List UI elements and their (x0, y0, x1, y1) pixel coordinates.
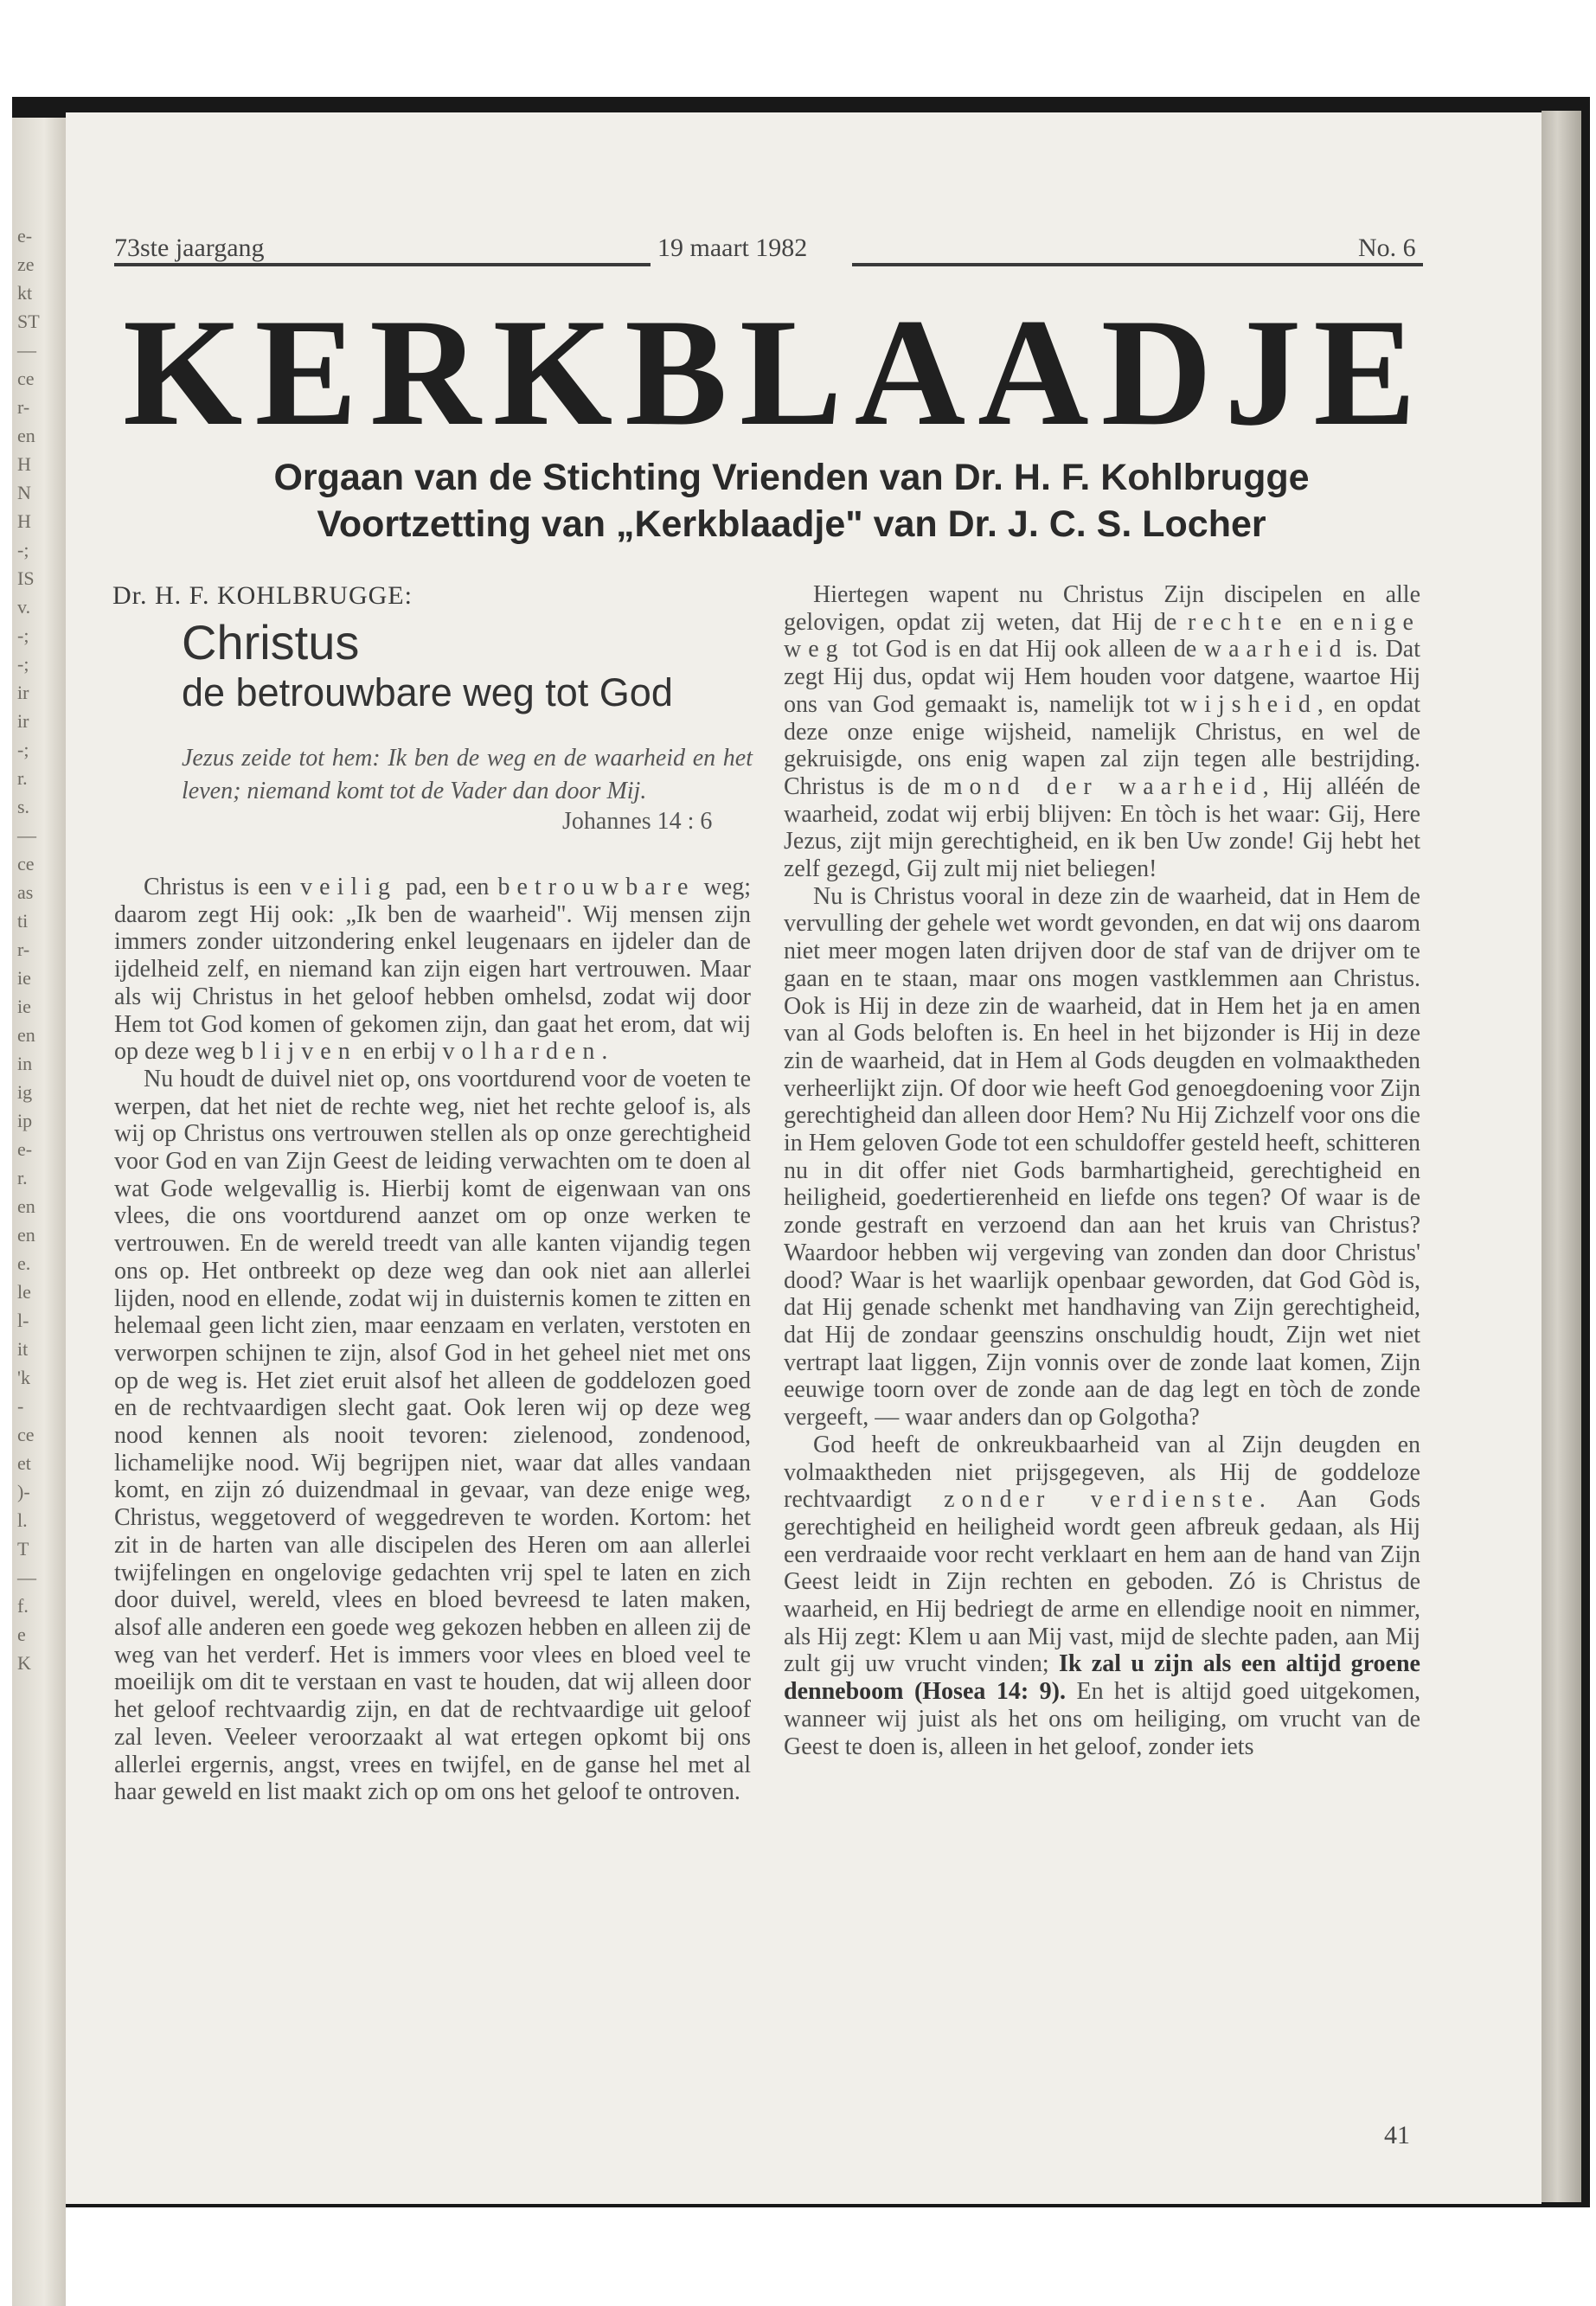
edge-fragment: l. (17, 1509, 28, 1531)
edge-fragment: v. (17, 596, 31, 618)
edge-fragment: en (17, 1024, 35, 1046)
edge-fragment: e (17, 1624, 26, 1645)
edge-fragment: r- (17, 938, 30, 960)
edge-fragment: ze (17, 253, 35, 275)
subtitle-organ: Orgaan van de Stichting Vrienden van Dr. H. F. Kohlbrugge (273, 457, 1310, 498)
edge-fragment: e. (17, 1252, 31, 1274)
edge-fragment: s. (17, 796, 30, 817)
facing-page-edge (12, 118, 66, 2306)
edge-fragment: H (17, 510, 31, 532)
edge-fragment: as (17, 881, 34, 903)
right-column (784, 581, 1420, 1760)
page-number: 41 (1384, 2121, 1410, 2149)
article-author: Dr. H. F. KOHLBRUGGE: (112, 581, 413, 610)
article-title: Christus (182, 615, 360, 669)
edge-fragment: ce (17, 368, 35, 389)
edge-fragment: ti (17, 910, 29, 932)
edge-fragment: — (17, 1566, 36, 1588)
edge-fragment: en (17, 1224, 35, 1246)
edge-fragment: ie (17, 996, 31, 1017)
edge-fragment: -; (17, 539, 29, 560)
edge-fragment: 'k (17, 1367, 30, 1388)
edge-fragment: le (17, 1281, 31, 1303)
page-stack-edge (1542, 111, 1581, 2202)
edge-fragment: en (17, 1195, 35, 1217)
edge-fragment: N (17, 482, 31, 503)
left-paragraph-2: Nu houdt de duivel niet op, ons voortdurend voor de voeten te werpen, dat het niet de rechte weg, niet het rechte geloof is, als wij op Christus ons vertrouwen stellen als op onze gerechtigheid voor God en van Zijn Geest de leiding verwachten om te doen al wat Gode welgevallig is. Hierbij komt de eigenwaan van ons vlees, die ons voortdurend aanzet om op onze werken te vertrouwen. En de wereld treedt van alle kanten vijandig tegen ons op. Het ontbreekt op deze weg dan ook niet aan allerlei lijden, nood en ellende, zodat wij in duisternis komen te zitten en helemaal geen licht zien, maar eenzaam en verlaten, verstoten en verworpen schijnen te zijn, alsof God in het geheel niet met ons op de weg is. Het ziet eruit alsof het alleen de goddelozen goed en de rechtvaardigen slecht gaat. Ook leren wij op deze weg nood kennen als nooit tevoren: zielenood, zondenood, lichamelijke nood. Wij begrijpen niet, waar dat alles vandaan komt, en zijn zó duizendmaal in gevaar, van deze enige weg, Christus, weggetoverd of weggedreven te worden. Kortom: het zit in de harten van alle discipelen des Heren om aan allerlei twijfelingen en ongelovige gedachten vrij spel te laten en zich door duivel, wereld, vlees en bloed bevreesd te laten maken, alsof alle anderen een goede weg gekozen hebben en alleen zij de weg van het verderf. Het is immers voor vlees en bloed veel te moeilijk om dit te verstaan en vast te houden, dat wij alleen door het geloof rechtvaardig zijn, en dat de rechtvaardige uit geloof zal leven. Veeleer veroorzaakt al wat ertegen opkomt bij ons allerlei ergernis, angst, vrees en twijfel, en de ganse hel met al haar geweld en list maakt zich op om ons het geloof te ontroven. (114, 1065, 751, 1806)
issue-number: No. 6 (1358, 234, 1416, 262)
scripture-quote: Jezus zeide tot hem: Ik ben de weg en de waarheid en het leven; niemand komt tot de Vader dan door Mij. (182, 745, 753, 804)
edge-fragment: in (17, 1053, 33, 1074)
edge-fragment: T (17, 1538, 29, 1560)
edge-fragment: IS (17, 567, 35, 589)
edge-fragment: )- (17, 1481, 30, 1502)
header-rule-right (852, 263, 1423, 266)
edge-fragment: K (17, 1652, 31, 1674)
edge-fragment: f. (17, 1595, 29, 1617)
edge-fragment: ce (17, 1424, 35, 1445)
article-subtitle: de betrouwbare weg tot God (182, 670, 673, 714)
edge-fragment: ig (17, 1081, 33, 1103)
issue-date: 19 maart 1982 (657, 234, 808, 262)
edge-fragment: r. (17, 767, 28, 789)
edge-fragment: ST (17, 311, 40, 332)
edge-fragment: en (17, 425, 35, 446)
subtitle-continuation: Voortzetting van „Kerkblaadje" van Dr. J. C. S. Locher (317, 503, 1266, 545)
edge-fragment: - (17, 1395, 24, 1417)
edge-fragment: r. (17, 1167, 28, 1188)
left-paragraph-1: Christus is een veilig pad, een betrouwbare weg; daarom zegt Hij ook: „Ik ben de waarheid". Wij mensen zijn immers zonder uitzondering enkel leugenaars en ijdeler dan de ijdelheid zelf, en niemand kan zijn eigen hart vertrouwen. Maar als wij Christus in het geloof hebben omhelsd, zodat wij door Hem tot God komen of gekomen zijn, dan gaat het erom, dat wij op deze weg blijven en erbij volharden. (114, 874, 751, 1066)
right-paragraph-1: Hiertegen wapent nu Christus Zijn discipelen en alle gelovigen, opdat zij weten, dat Hij de rechte en enige weg tot God is en dat Hij ook alleen de waarheid is. Dat zegt Hij dus, opdat wij Hem houden voor datgene, waartoe Hij ons van God gemaakt is, namelijk tot wijsheid, en opdat deze onze enige wijsheid, namelijk Christus, en wel de gekruisigde, ons enig wapen zal zijn tegen alle bestrijding. Christus is de mond der waarheid, Hij alléén de waarheid, zodat wij erbij blijven: En tòch is het waar: Gij, Here Jezus, zijt mijn gerechtigheid, en ik ben Uw zonde! Gij hebt het zelf gezegd, Gij zult mij niet beliegen! (784, 581, 1421, 883)
header-rule-left (114, 263, 651, 266)
edge-fragment: -; (17, 653, 29, 675)
right-paragraph-3: God heeft de onkreukbaarheid van al Zijn deugden en volmaaktheden niet prijsgegeven, als Hij de goddeloze rechtvaardigt zonder verdienste. Aan Gods gerechtigheid en heiligheid wordt geen afbreuk gedaan, als Hij een verdraaide voor recht verklaart en hem aan de hand van Zijn Geest leidt in Zijn rechten en geboden. Zó is Christus de waarheid, en Hij bedriegt de arme en ellendige nooit en nimmer, als Hij zegt: Klem u aan Mij vast, mijd de slechte paden, aan Mij zult gij uw vrucht vinden; Ik zal u zijn als een altijd groene denneboom (Hosea 14: 9). En het is altijd goed uitgekomen, wanneer wij juist als het ons om heiliging, om vrucht van de Geest te doen is, alleen in het geloof, zonder iets (784, 1431, 1421, 1760)
edge-fragment: e- (17, 225, 33, 247)
edge-fragment: -; (17, 625, 29, 646)
edge-fragment: ir (17, 682, 29, 703)
edge-fragment: r- (17, 396, 30, 418)
edge-fragment: -; (17, 739, 29, 760)
edge-fragment: — (17, 824, 36, 846)
edge-fragment: ie (17, 967, 31, 989)
right-paragraph-2: Nu is Christus vooral in deze zin de waarheid, dat in Hem de vervulling der gehele wet wordt gevonden, en dat wij ons daarom niet meer mogen laten drijven door de staf van de drijver om te gaan en te staan, maar ons mogen vastklemmen aan Christus. Ook is Hij in deze zin de waarheid, dat in Hem het ja en amen van al Gods beloften is. En heel in het bijzonder is Hij in deze zin de waarheid, dat in Hem al Gods deugden en volmaaktheden verheerlijkt zijn. Of door wie heeft God genoegdoening voor Zijn gerechtigheid dan alleen door Hem? Nu Hij Zichzelf voor ons die in Hem geloven Gode tot een schuldoffer gesteld heeft, schitteren nu in dit offer niet Gods barmhartigheid, gerechtigheid en heiligheid, goedertierenheid en liefde ons tegen? Of waar is de zonde gestraft en verzoend dan aan het kruis van Christus? Waardoor hebben wij vergeving van zonden dan door Christus' dood? Waar is het waarlijk openbaar geworden, dat God Gòd is, dat Hij genade schenkt met handhaving van Zijn gerechtigheid, dat Hij de zondaar geenszins onschuldig houdt, Zijn wet niet vertrapt laat liggen, Zijn vonnis over de zonde laat komen, Zijn eeuwige toorn over de zonde aan de dag legt en tòch de zonde vergeeft, — waar anders dan op Golgotha? (784, 882, 1420, 1432)
left-column (114, 874, 751, 1806)
edge-fragment: et (17, 1452, 31, 1474)
edge-fragment: H (17, 453, 31, 475)
edge-fragment: it (17, 1338, 29, 1360)
volume-label: 73ste jaargang (114, 234, 265, 262)
edge-fragment: ir (17, 710, 29, 732)
masthead: KERKBLAADJE (123, 286, 1428, 458)
edge-fragment: ce (17, 853, 35, 874)
edge-fragment: ip (17, 1110, 33, 1131)
edge-fragment: e- (17, 1138, 33, 1160)
scripture-reference: Johannes 14 : 6 (562, 808, 713, 835)
edge-fragment: kt (17, 282, 33, 304)
edge-fragment: l- (17, 1310, 29, 1331)
edge-fragment: — (17, 339, 36, 361)
